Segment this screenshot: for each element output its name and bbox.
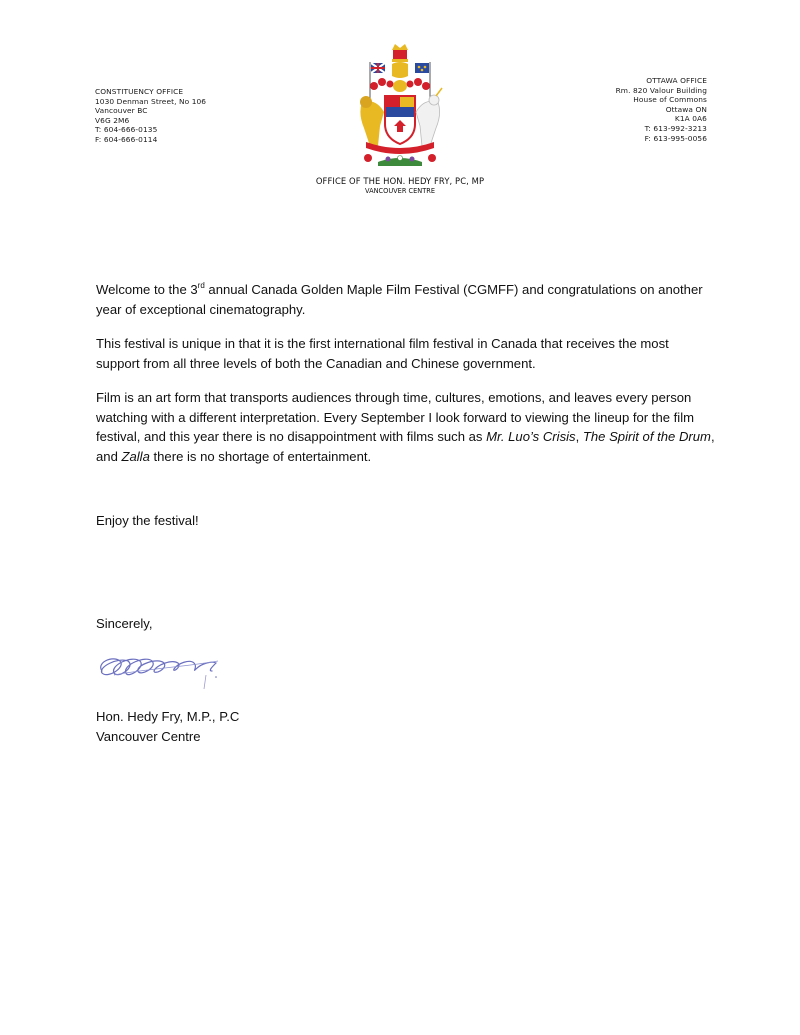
film-title: Mr. Luo’s Crisis <box>486 429 576 444</box>
constituency-address-line: 1030 Denman Street, No 106 <box>95 96 207 106</box>
closing <box>96 614 716 634</box>
welcome-text-end: annual Canada Golden Maple Film Festival (CGMFF) and congratulations on another year of exceptional cinematography. <box>96 282 703 317</box>
ottawa-office-heading: OTTAWA OFFICE <box>646 76 707 85</box>
ottawa-city-line: Ottawa ON <box>665 104 707 114</box>
film-text-end: there is no shortage of entertainment. <box>149 448 372 464</box>
unique-text: This festival is unique in that it is the first international film festival in Canada that receives the most support from all three levels of both the Canadian and Chinese government. <box>96 336 669 371</box>
office-title-block <box>0 176 800 196</box>
film-text-start: Film is an art form that transports audiences through time, cultures, emotions, and leaves every person watching with a different interpretation. Every September I look forward to viewing the lineup for the film festival, and this year there is no disappointment with films such as <box>96 390 695 444</box>
constituency-city-line: Vancouver BC <box>95 106 148 116</box>
film-title: Zalla <box>121 448 150 464</box>
unicorn-supporter-icon <box>416 101 440 146</box>
separator: , and <box>96 429 715 464</box>
enjoy-text: Enjoy the festival! <box>96 513 199 528</box>
office-title: OFFICE OF THE HON. HEDY FRY, PC, MP <box>315 176 485 186</box>
lion-supporter-icon <box>360 101 384 146</box>
ottawa-postal-line: K1A 0A6 <box>674 114 707 124</box>
ottawa-fax: F: 613-995-0056 <box>644 133 707 143</box>
signature-icon <box>94 645 234 695</box>
signer-name: Hon. Hedy Fry, M.P., P.C <box>96 709 240 724</box>
film-title: The Spirit of the Drum <box>582 429 711 444</box>
separator: , <box>575 429 583 444</box>
constituency-postal-line: V6G 2M6 <box>95 115 130 125</box>
crown-icon <box>392 44 408 62</box>
ottawa-phone: T: 613-992-3213 <box>644 123 707 133</box>
signer-riding: Vancouver Centre <box>96 728 201 744</box>
signer-block <box>96 707 716 746</box>
constituency-office-heading: CONSTITUENCY OFFICE <box>95 87 184 96</box>
fleur-de-lis-flag-icon <box>415 63 429 73</box>
paragraph-unique <box>96 334 716 373</box>
paragraph-film <box>96 388 716 466</box>
paragraph-welcome <box>96 280 716 319</box>
closing-text: Sincerely, <box>96 616 153 631</box>
constituency-fax: F: 604-666-0114 <box>95 134 158 144</box>
coat-of-arms-icon <box>352 42 448 168</box>
ottawa-office-address <box>616 76 707 143</box>
welcome-text-start: Welcome to the 3 <box>96 282 198 297</box>
ottawa-room-line: Rm. 820 Valour Building <box>615 85 707 95</box>
constituency-phone: T: 604-666-0135 <box>95 125 158 135</box>
office-subtitle: VANCOUVER CENTRE <box>365 187 435 195</box>
ordinal-superscript: rd <box>197 281 205 290</box>
paragraph-enjoy <box>96 511 716 531</box>
ottawa-building-line: House of Commons <box>633 95 707 105</box>
constituency-office-address <box>95 87 206 145</box>
